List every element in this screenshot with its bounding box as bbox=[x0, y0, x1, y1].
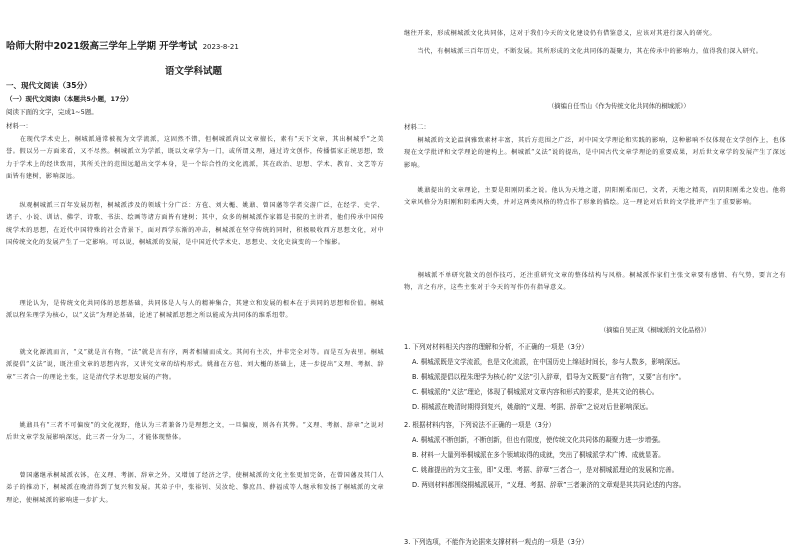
citation-1: （摘编自任雪山《作为传统文化共同体的桐城派》） bbox=[548, 103, 690, 110]
right-paragraph bbox=[404, 28, 786, 40]
material2-paragraph bbox=[404, 185, 786, 210]
material1-paragraph bbox=[6, 420, 384, 445]
material1-paragraph bbox=[6, 298, 384, 323]
question-2-option-c[interactable]: C. 姚鼐提出的为文主张，即“义理、考据、辞章”三者合一，是对桐城派理论的发展和完善。 bbox=[412, 466, 679, 474]
material1-paragraph bbox=[6, 347, 384, 384]
paragraph-text: 继往开来，形成桐城派文化共同体，这对于我们今天的文化建设仍有借鉴意义，应该对其进行深入的研究。 bbox=[404, 30, 716, 37]
paragraph-text: 在现代学术史上，桐城派通常被视为文学流派，这固然不错，但桐城派尚以文章擅长，素有“天下文章，其出桐城乎”之美誉。假以另一方面来看，又不尽然。桐城派立为学派，既以文章学为一门，或所谓义理，通过诗文创作，传播儒家正统思想，致力于学术上的经世致用，其所关注的范围远超出文学本身，是一个综合性的文化流派，其在政治、思想、学术、教育、文艺等方面皆有建树，影响深远。 bbox=[6, 136, 385, 181]
question-1-option-a[interactable]: A. 桐城派既是文学流派，也是文化流派，在中国历史上绵延时间长，参与人数多，影响深远。 bbox=[412, 358, 685, 366]
material2-label: 材料二： bbox=[404, 123, 430, 131]
question-2-option-b[interactable]: B. 材料一大量列举桐城派在多个领域取得的成就，突出了桐城派学术广博、成就显著。 bbox=[412, 451, 665, 459]
exam-date: 2023-8-21 bbox=[202, 43, 239, 51]
paragraph-text: 理论认为，是传统文化共同体的思想基础，共同体是人与人的精神集合，其建立和发展的根本在于共同的思想和价值。桐城派以程朱理学为核心，以“义法”为理论基础，论述了桐城派思想之所以能成为共同体的维系纽带。 bbox=[6, 300, 385, 320]
material1-paragraph bbox=[6, 200, 384, 250]
question-2-option-d[interactable]: D. 两则材料都围绕桐城派展开，“义理、考据、辞章”三者兼济的文章观是其共同论述的内容。 bbox=[412, 481, 686, 489]
question-2-stem: 2. 根据材料内容，下列说法不正确的一项是（3分） bbox=[404, 421, 556, 429]
paragraph-text: 桐城派的文论温润雅致素材丰富，其后方范围之广泛，对中国文学理论和实践的影响，这种影响不仅体现在文学创作上，也体现在文学批评和文学理论的建构上。桐城派“义法”说的提出，是中国古代文章学理论的重要成果，对后世文章学的发展产生了深远影响。 bbox=[404, 137, 786, 169]
paragraph-text: 姚鼐提出的文章理论，主要是阳刚阴柔之说。他认为天地之道，阴阳刚柔而已，文者，天地之精英，而阴阳刚柔之发也。他将文章风格分为阳刚和阴柔两大类，并对这两类风格的特点作了形象的描绘。这一理论对后世的文学批评产生了重要影响。 bbox=[404, 187, 786, 207]
instruction: 阅读下面的文字，完成1~5题。 bbox=[6, 108, 98, 116]
paragraph-text: 姚鼐具有“三者不可偏废”的文化视野，他认为三者兼备乃是理想之文，一旦偏废，则各有其弊。“义理、考据、辞章”之说对后世文章学发展影响深远，此三者一分为二，才能体现整体。 bbox=[6, 422, 384, 442]
question-3-stem: 3. 下列选项，不能作为论据来支撑材料一观点的一项是（3分） bbox=[404, 538, 589, 546]
question-1-stem: 1. 下列对材料相关内容的理解和分析，不正确的一项是（3分） bbox=[404, 343, 589, 351]
material1-label: 材料一： bbox=[6, 122, 32, 130]
paragraph-text: 就文化源流而言，“义”就是言有物，“法”就是言有序，两者相辅而成文。其间有主次，并非完全对等。而是互为表里。桐城派提倡“义法”说，既注重文章的思想内容，又讲究文章的结构形式。姚鼐在方苞、刘大櫆的基础上，进一步提出“义理、考据、辞章”三者合一的理论主张，这是清代学术思想发展的产物。 bbox=[6, 349, 384, 381]
subject-title: 语文学科试题 bbox=[165, 66, 223, 77]
citation-2: （摘编自吴正岚《桐城派的文化品格》） bbox=[600, 327, 711, 334]
question-1-option-b[interactable]: B. 桐城派提倡以程朱理学为核心的“义法”引入辞章，倡导为文既要“言有物”，又要“言有序”。 bbox=[412, 373, 686, 381]
paragraph-text: 曾国藩继承桐城派衣钵，在义理、考据、辞章之外，又增加了经济之学，使桐城派的文化主张更加完备，在曾国藩及其门人弟子的推动下，桐城派在晚清得到了复兴和发展。其弟子中，张裕钊、吴汝纶、黎庶昌、薛福成等人继承和发扬了桐城派的文章理论，使桐城派的影响进一步扩大。 bbox=[6, 472, 385, 504]
material1-paragraph bbox=[6, 470, 384, 507]
paragraph-text: 当代，有桐城派三百年历史，不断发展。其所形成的文化共同体的凝聚力，其在传承中的影响力，值得我们深入研究。 bbox=[417, 48, 763, 55]
exam-title-text: 哈师大附中2021级高三学年上学期 开学考试 bbox=[6, 41, 198, 52]
section-subheading: （一）现代文阅读Ⅰ（本题共5小题，17分） bbox=[6, 95, 133, 103]
paragraph-text: 桐城派不单研究散文的创作技巧，还注重研究文章的整体结构与风格。桐城派作家们主张文章要有感情、有气势，要言之有物，言之有序，这些主张对于今天的写作仍有指导意义。 bbox=[404, 272, 787, 292]
material1-paragraph bbox=[6, 134, 384, 184]
paragraph-text: 纵观桐城派三百年发展历程，桐城派涉及的领域十分广泛：方苞、刘大櫆、姚鼐、曾国藩等学者交游广泛，在经学、史学、诸子、小说、训诂、佛学、诗歌、书法、绘画等诸方面皆有建树；其中，众多的桐城派作家都是书院的主讲者，他们传承中国传统学术的思想，在近代中国特殊的社会背景下，面对西学东渐的冲击，桐城派在坚守传统的同时，积极吸收西方思想文化，对中国传统文化的发展产生了一定影响。可以说，桐城派的发展，是中国近代学术史、思想史、文化史演变的一个缩影。 bbox=[6, 202, 385, 247]
exam-title bbox=[6, 38, 239, 52]
right-paragraph bbox=[404, 46, 786, 58]
material2-paragraph bbox=[404, 135, 786, 172]
question-1-option-d[interactable]: D. 桐城派在晚清时期得到复兴，姚鼐的“义理、考据、辞章”之说对后世影响深远。 bbox=[412, 403, 653, 411]
material2-paragraph bbox=[404, 270, 786, 295]
section-heading: 一、现代文阅读（35分） bbox=[6, 81, 92, 90]
question-1-option-c[interactable]: C. 桐城派的“义法”理论，体现了桐城派对文章内容和形式的要求，是其文论的核心。 bbox=[412, 388, 659, 396]
question-2-option-a[interactable]: A. 桐城派不断创新，不断创新，但也有限度，使传统文化共同体的凝聚力进一步增强。 bbox=[412, 436, 665, 444]
